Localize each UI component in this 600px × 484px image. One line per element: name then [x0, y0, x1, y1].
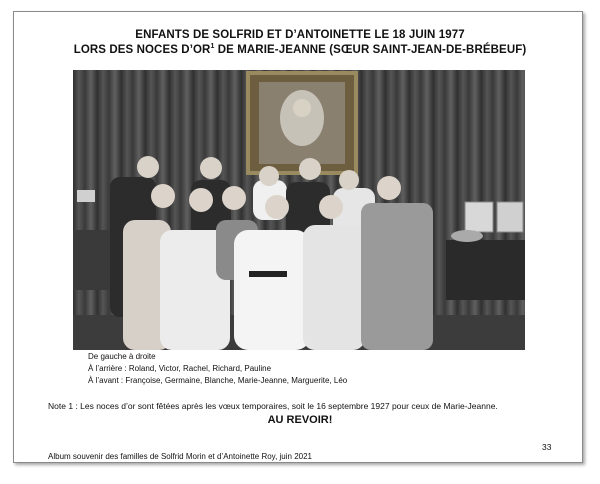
- footer-text: Album souvenir des familles de Solfrid Morin et d’Antoinette Roy, juin 2021: [48, 452, 312, 461]
- footnote-ref: 1: [210, 43, 215, 50]
- caption-front-row: À l’avant : Françoise, Germaine, Blanche, Marie-Jeanne, Marguerite, Léo: [88, 376, 348, 385]
- page-title-line1: ENFANTS DE SOLFRID ET D’ANTOINETTE LE 18 JUIN 1977: [135, 29, 465, 41]
- caption-heading: De gauche à droite: [88, 352, 156, 361]
- caption-back-row: À l’arrière : Roland, Victor, Rachel, Richard, Pauline: [88, 364, 272, 373]
- photo-illustration: [73, 70, 525, 350]
- farewell-heading: AU REVOIR!: [267, 414, 333, 426]
- page-title-line2: LORS DES NOCES $D’OR^1$ DE MARIE-JEANNE (SŒUR SAINT-JEAN-DE-BRÉBEUF): [73, 43, 527, 56]
- footnote: Note 1 : Les noces d’or sont fêtées après les vœux temporaires, soit le 16 septembre 1927 pour ceux de Marie-Jeanne.: [48, 401, 498, 411]
- group-photo: [73, 70, 525, 350]
- page-number: 33: [542, 442, 552, 452]
